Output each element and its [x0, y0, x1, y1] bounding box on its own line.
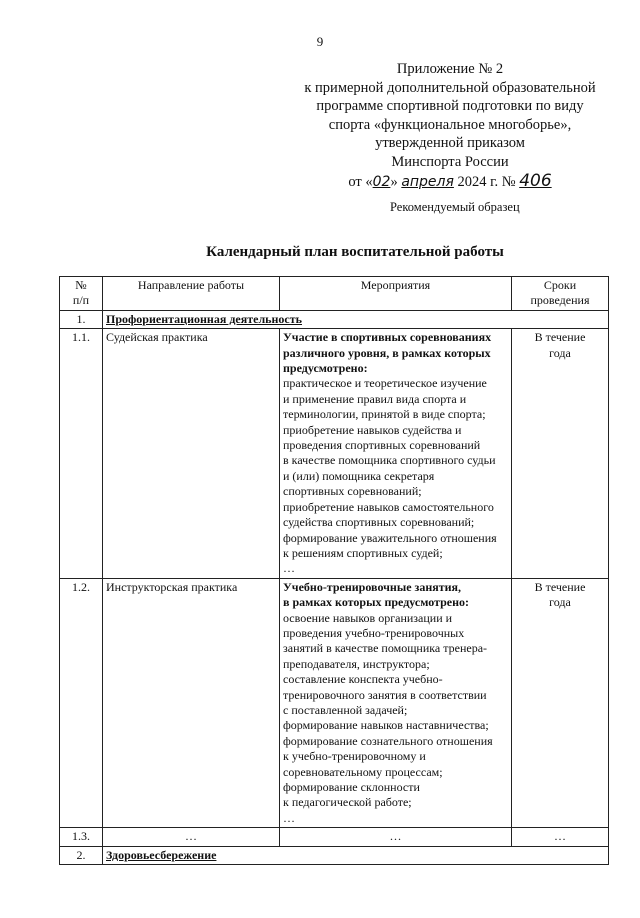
event-line: практическое и теоретическое изучение: [283, 376, 487, 391]
row-number: 1.3.: [60, 828, 103, 846]
appendix-line: Приложение № 2: [396, 61, 504, 77]
table-body: [60, 310, 609, 864]
header-direction: Направление работы: [103, 277, 280, 311]
event-line: …: [389, 829, 402, 844]
row-events: [280, 329, 512, 579]
section-row: [60, 846, 609, 864]
event-line: преподавателя, инструктора;: [283, 656, 430, 671]
row-events: [280, 578, 512, 828]
event-line: приобретение навыков самостоятельного: [283, 499, 494, 514]
date-year: 2024 г. №: [457, 173, 516, 190]
header-num: № п/п: [60, 277, 103, 311]
event-line: формирование навыков наставничества;: [283, 718, 489, 733]
section-number: 1.: [60, 310, 103, 328]
event-line: к педагогической работе;: [283, 795, 412, 810]
handwritten-order-number: 406: [519, 170, 552, 191]
event-line: формирование сознательного отношения: [283, 733, 493, 748]
section-number: 2.: [60, 846, 103, 864]
event-line: …: [283, 810, 295, 825]
event-line: с поставленной задачей;: [283, 702, 408, 717]
event-line: формирование склонности: [283, 780, 420, 794]
row-events: [280, 828, 512, 846]
document-title: Календарный план воспитательной работы: [206, 244, 504, 260]
row-number: 1.1.: [60, 329, 103, 579]
page-number: 9: [316, 34, 324, 49]
table-row: [60, 578, 609, 828]
order-date-line: [280, 172, 620, 192]
event-heading-line: Участие в спортивных соревнованиях: [283, 330, 492, 345]
section-title: Здоровьесбережение: [103, 846, 609, 864]
event-line: к учебно-тренировочному и: [283, 749, 426, 764]
event-line: освоение навыков организации и: [283, 610, 453, 625]
event-line: терминологии, принятой в виде спорта;: [283, 407, 486, 422]
event-line: проведения спортивных соревнований: [283, 438, 481, 453]
event-heading-line: различного уровня, в рамках которых: [283, 345, 491, 360]
header-events: Мероприятия: [280, 277, 512, 311]
section-row: [60, 310, 609, 328]
event-line: в качестве помощника спортивного судьи: [283, 453, 496, 468]
event-line: спортивных соревнований;: [283, 484, 422, 499]
table-row: [60, 828, 609, 846]
appendix-line: спорта «функциональное многоборье»,: [328, 116, 572, 133]
row-number: 1.2.: [60, 578, 103, 828]
event-heading-line: предусмотрено:: [283, 361, 368, 376]
event-line: проведения учебно-тренировочных: [283, 625, 465, 640]
event-line: формирование уважительного отношения: [283, 530, 497, 545]
date-prefix: от «: [348, 173, 373, 190]
row-timing: …: [512, 828, 609, 846]
event-line: …: [283, 561, 295, 576]
appendix-line: утвержденной приказом: [375, 135, 525, 152]
recommended-sample-label: Рекомендуемый образец: [390, 200, 520, 214]
event-heading-line: в рамках которых предусмотрено:: [283, 595, 470, 610]
appendix-line: программе спортивной подготовки по виду: [316, 98, 584, 115]
row-timing: В течение года: [512, 329, 609, 579]
handwritten-month: апреля: [401, 173, 454, 190]
event-heading-line: Учебно-тренировочные занятия,: [283, 579, 462, 594]
date-mid: »: [390, 173, 398, 190]
row-direction: Судейская практика: [103, 329, 280, 579]
plan-table: [59, 276, 609, 865]
appendix-line: Минспорта России: [391, 153, 509, 170]
handwritten-day: 02: [372, 173, 391, 190]
event-line: к решениям спортивных судей;: [283, 545, 443, 560]
appendix-block: [280, 60, 620, 191]
header-timing: Сроки проведения: [512, 277, 609, 311]
event-line: составление конспекта учебно-: [283, 672, 443, 687]
row-timing: В течение года: [512, 578, 609, 828]
table-header-row: [60, 277, 609, 311]
row-direction: Инструкторская практика: [103, 578, 280, 828]
event-line: и применение правил вида спорта и: [283, 391, 467, 406]
row-direction: …: [103, 828, 280, 846]
event-line: приобретение навыков судейства и: [283, 422, 462, 437]
event-line: соревновательному процессам;: [283, 764, 443, 779]
section-title: Профориентационная деятельность: [103, 310, 609, 328]
event-line: занятий в качестве помощника тренера-: [283, 641, 488, 656]
table-row: [60, 329, 609, 579]
event-line: тренировочного занятия в соответствии: [283, 687, 487, 702]
event-line: судейства спортивных соревнований;: [283, 515, 475, 530]
event-line: и (или) помощника секретаря: [283, 468, 435, 483]
appendix-line: к примерной дополнительной образовательной: [304, 79, 596, 96]
